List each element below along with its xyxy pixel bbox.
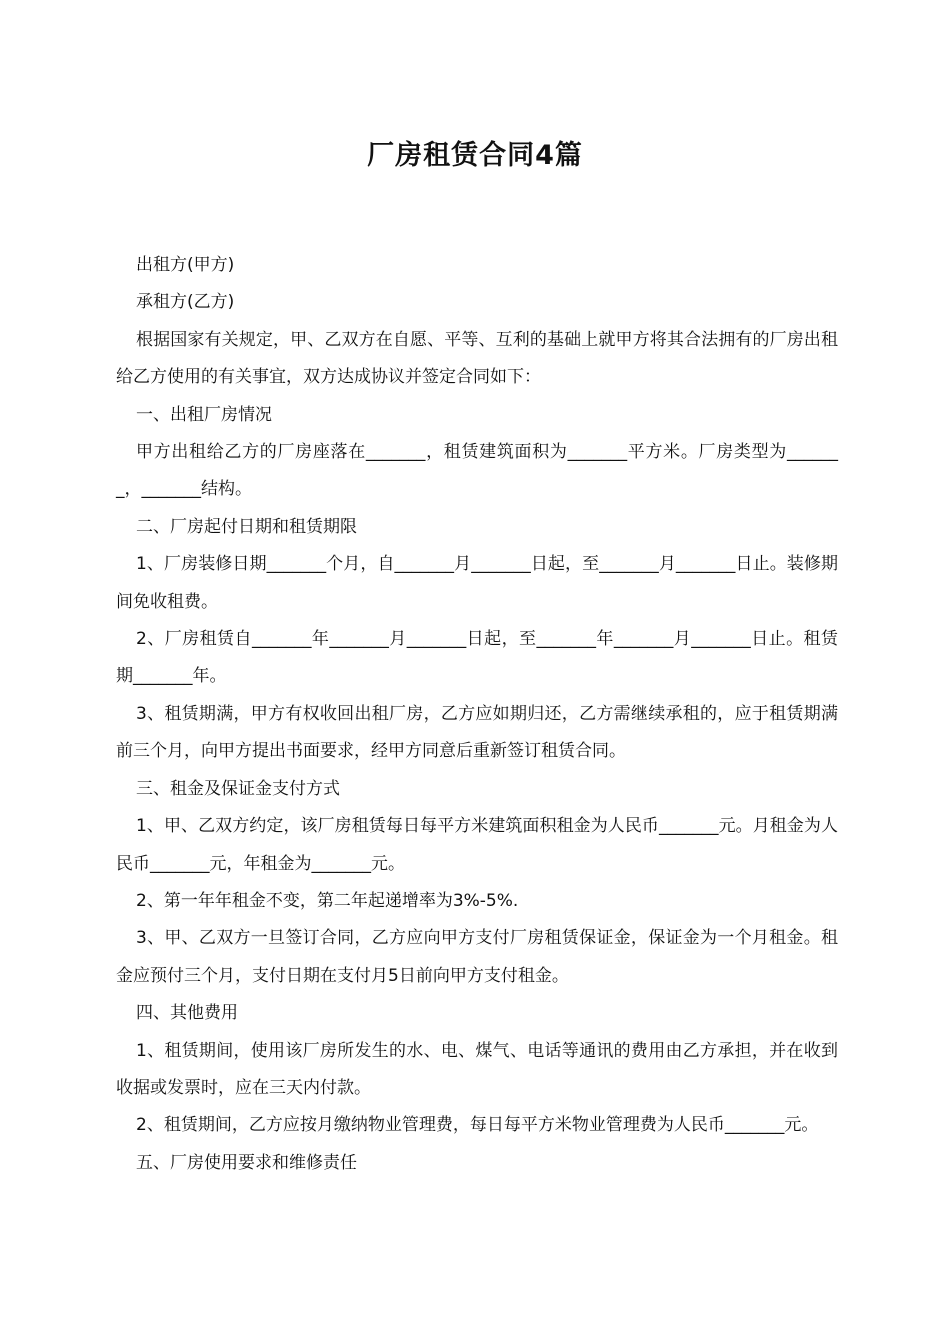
paragraph-lease-expiry: 3、租赁期满，甲方有权收回出租厂房，乙方应如期归还，乙方需继续承租的，应于租赁期满前三个月，向甲方提出书面要求，经甲方同意后重新签订租赁合同。: [116, 703, 838, 762]
paragraph-lessee: 承租方(乙方): [136, 292, 235, 313]
section-heading-5: 五、厂房使用要求和维修责任: [136, 1152, 357, 1173]
paragraph-deposit: 3、甲、乙双方一旦签订合同，乙方应向甲方支付厂房租赁保证金，保证金为一个月租金。租金应预付三个月，支付日期在支付月5日前向甲方支付租金。: [116, 928, 838, 986]
section-heading-3: 三、租金及保证金支付方式: [136, 778, 340, 799]
paragraph-lessor: 出租方(甲方): [136, 255, 235, 275]
paragraph-lease-term: 2、厂房租赁自_______年_______月_______日起，至_______年_______月_______日止。租赁期_______年。: [116, 629, 838, 687]
paragraph-preamble: 根据国家有关规定，甲、乙双方在自愿、平等、互利的基础上就甲方将其合法拥有的厂房出租给乙方使用的有关事宜，双方达成协议并签定合同如下：: [116, 329, 838, 388]
document-body: [116, 247, 838, 1182]
section-heading-2: 二、厂房起付日期和租赁期限: [136, 516, 357, 537]
paragraph-property-details: 甲方出租给乙方的厂房座落在_______，租赁建筑面积为_______平方米。厂房类型为_______，_______结构。: [116, 442, 838, 500]
section-heading-1: 一、出租厂房情况: [136, 404, 272, 425]
paragraph-rent-amount: 1、甲、乙双方约定，该厂房租赁每日每平方米建筑面积租金为人民币_______元。月租金为人民币_______元，年租金为_______元。: [116, 816, 838, 874]
paragraph-management-fee: 2、租赁期间，乙方应按月缴纳物业管理费，每日每平方米物业管理费为人民币_______元。: [136, 1115, 819, 1136]
section-heading-4: 四、其他费用: [136, 1003, 238, 1024]
paragraph-renovation-period: 1、厂房装修日期_______个月，自_______月_______日起，至_______月_______日止。装修期间免收租费。: [116, 554, 838, 612]
paragraph-utilities: 1、租赁期间，使用该厂房所发生的水、电、煤气、电话等通讯的费用由乙方承担，并在收到收据或发票时，应在三天内付款。: [116, 1040, 838, 1098]
document-title: 厂房租赁合同4篇: [367, 140, 583, 171]
paragraph-rent-increase: 2、第一年年租金不变，第二年起递增率为3%-5%.: [136, 890, 519, 911]
